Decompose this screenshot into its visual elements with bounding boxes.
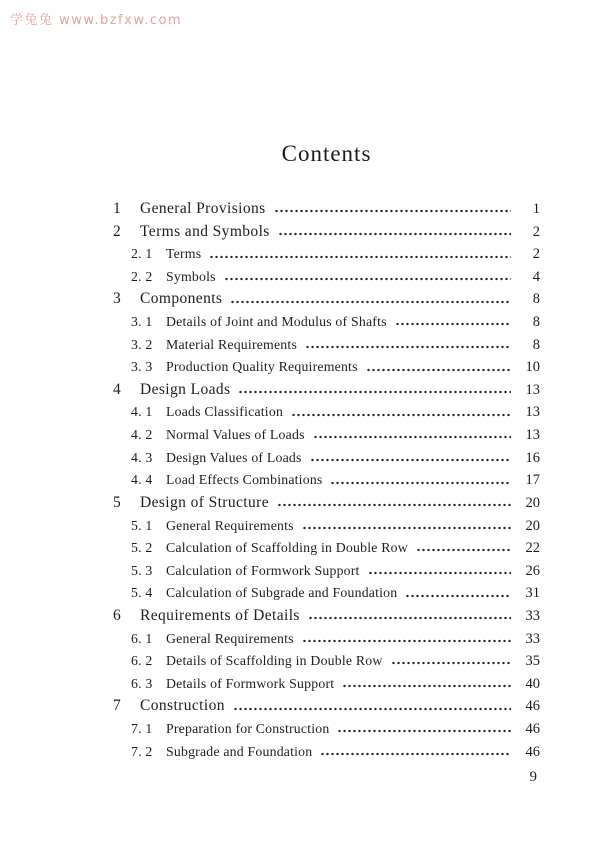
toc-entry-number: 7. 1	[131, 721, 153, 737]
toc-entry-label: Design Loads	[140, 380, 231, 398]
dot-leader	[310, 447, 511, 470]
toc-entry-number: 4. 1	[131, 404, 153, 420]
toc-entry-label: General Requirements	[166, 630, 294, 646]
dot-leader	[330, 469, 511, 492]
toc-entry	[113, 515, 540, 538]
toc-entry-page: 2	[532, 223, 540, 240]
toc-entry-label: Details of Scaffolding in Double Row	[166, 653, 383, 669]
toc-entry-number: 3	[113, 290, 122, 308]
toc-entry	[113, 695, 540, 718]
toc-entry-page: 33	[525, 607, 540, 624]
toc-entry-page: 40	[525, 675, 540, 692]
dot-leader	[395, 311, 511, 334]
toc-entry-number: 6. 3	[131, 675, 153, 691]
toc-entry	[113, 266, 540, 289]
toc-entry-label: Symbols	[166, 268, 216, 284]
dot-leader	[224, 266, 511, 289]
toc-entry	[113, 424, 540, 447]
toc-entry	[113, 605, 540, 628]
toc-entry-number: 1	[113, 200, 122, 217]
page-content	[113, 0, 540, 786]
toc-entry-page: 13	[525, 427, 540, 444]
toc-entry-page: 22	[525, 540, 540, 557]
toc-entry-number: 2. 2	[131, 268, 153, 284]
toc-entry	[113, 288, 540, 311]
dot-leader	[391, 650, 511, 673]
toc-entry-number: 4. 2	[131, 427, 153, 443]
toc-entry-label: Preparation for Construction	[166, 721, 330, 737]
toc-entry-number: 2. 1	[131, 246, 153, 262]
toc-entry-label: Subgrade and Foundation	[166, 743, 313, 759]
toc-entry-label: General Provisions	[140, 200, 266, 217]
toc-entry-label: General Requirements	[166, 517, 294, 533]
toc-entry-label: Design Values of Loads	[166, 449, 302, 465]
toc-entry	[113, 243, 540, 266]
toc-entry-label: Material Requirements	[166, 336, 298, 352]
toc-entry-page: 35	[525, 653, 540, 670]
watermark-text: 学兔兔 www.bzfxw.com	[10, 13, 183, 28]
dot-leader	[209, 243, 511, 266]
toc-entry-label: Loads Classification	[166, 404, 284, 420]
dot-leader	[416, 537, 511, 560]
toc-entry-number: 6. 2	[131, 653, 153, 669]
toc-entry-page: 16	[525, 449, 540, 466]
toc-entry-page: 20	[525, 517, 540, 534]
toc-entry-number: 6	[113, 606, 122, 624]
dot-leader	[337, 718, 511, 741]
toc-entry	[113, 198, 540, 221]
toc-entry-number: 5. 1	[131, 517, 153, 533]
toc-entry-number: 3. 1	[131, 314, 153, 330]
dot-leader	[291, 401, 511, 424]
toc-entry	[113, 718, 540, 741]
dot-leader	[302, 628, 511, 651]
dot-leader	[305, 334, 511, 357]
toc-entry-page: 46	[525, 743, 540, 760]
toc-entry-number: 2	[113, 222, 122, 240]
toc-entry-label: Components	[140, 290, 223, 308]
toc-entry	[113, 401, 540, 424]
toc-entry	[113, 650, 540, 673]
dot-leader	[342, 673, 511, 696]
toc-entry	[113, 379, 540, 402]
toc-entry	[113, 221, 540, 244]
dot-leader	[274, 198, 511, 221]
toc-entry	[113, 447, 540, 470]
toc-entry-page: 2	[532, 246, 540, 263]
toc-entry-number: 4	[113, 380, 122, 398]
toc-entry	[113, 628, 540, 651]
toc-entry-label: Calculation of Scaffolding in Double Row	[166, 540, 408, 556]
page-number: 9	[529, 769, 537, 786]
toc-entry-number: 7	[113, 697, 122, 715]
toc-entry	[113, 469, 540, 492]
toc-entry-page: 13	[525, 404, 540, 421]
dot-leader	[277, 492, 511, 515]
toc-entry-label: Normal Values of Loads	[166, 427, 305, 443]
toc-entry-page: 8	[532, 336, 540, 353]
toc-entry-number: 5. 3	[131, 562, 153, 578]
dot-leader	[278, 221, 511, 244]
toc-entry-page: 31	[525, 585, 540, 602]
toc-entry-label: Design of Structure	[140, 493, 269, 511]
toc-entry-label: Production Quality Requirements	[166, 359, 358, 375]
toc-entry-page: 46	[525, 721, 540, 738]
toc-entry-label: Terms and Symbols	[140, 222, 270, 240]
toc-entry-page: 33	[525, 630, 540, 647]
dot-leader	[320, 741, 511, 764]
table-of-contents	[113, 198, 540, 763]
toc-entry-number: 5. 4	[131, 585, 153, 601]
dot-leader	[313, 424, 511, 447]
toc-entry-page: 4	[532, 268, 540, 285]
dot-leader	[405, 582, 511, 605]
dot-leader	[368, 560, 511, 583]
toc-entry-page: 8	[532, 314, 540, 331]
toc-entry-label: Terms	[166, 246, 202, 262]
dot-leader	[366, 356, 511, 379]
toc-entry-label: Calculation of Subgrade and Foundation	[166, 585, 398, 601]
toc-entry-page: 8	[532, 291, 540, 308]
dot-leader	[238, 379, 511, 402]
toc-entry-page: 1	[532, 201, 540, 217]
toc-entry-number: 6. 1	[131, 630, 153, 646]
page-title: Contents	[281, 141, 372, 166]
toc-entry	[113, 537, 540, 560]
toc-entry-number: 3. 2	[131, 336, 153, 352]
toc-entry-number: 5. 2	[131, 540, 153, 556]
dot-leader	[230, 288, 511, 311]
toc-entry-page: 17	[525, 472, 540, 489]
dot-leader	[233, 695, 511, 718]
toc-entry-label: Load Effects Combinations	[166, 472, 323, 488]
dot-leader	[302, 515, 511, 538]
toc-entry	[113, 334, 540, 357]
toc-entry-page: 46	[525, 698, 540, 715]
toc-entry-page: 20	[525, 494, 540, 511]
toc-entry	[113, 560, 540, 583]
toc-entry-number: 7. 2	[131, 743, 153, 759]
toc-entry	[113, 582, 540, 605]
toc-entry	[113, 673, 540, 696]
toc-entry-page: 26	[525, 562, 540, 579]
toc-entry-label: Construction	[140, 697, 225, 715]
toc-entry-label: Details of Formwork Support	[166, 675, 335, 691]
toc-entry-label: Details of Joint and Modulus of Shafts	[166, 314, 387, 330]
toc-entry	[113, 311, 540, 334]
toc-entry-number: 3. 3	[131, 359, 153, 375]
toc-entry-label: Requirements of Details	[140, 606, 300, 624]
dot-leader	[308, 605, 511, 628]
toc-entry	[113, 356, 540, 379]
toc-entry-label: Calculation of Formwork Support	[166, 562, 360, 578]
toc-entry	[113, 741, 540, 764]
toc-entry-number: 5	[113, 493, 122, 511]
toc-entry-number: 4. 3	[131, 449, 153, 465]
toc-entry-page: 13	[525, 381, 540, 398]
toc-entry	[113, 492, 540, 515]
toc-entry-page: 10	[525, 359, 540, 376]
toc-entry-number: 4. 4	[131, 472, 153, 488]
